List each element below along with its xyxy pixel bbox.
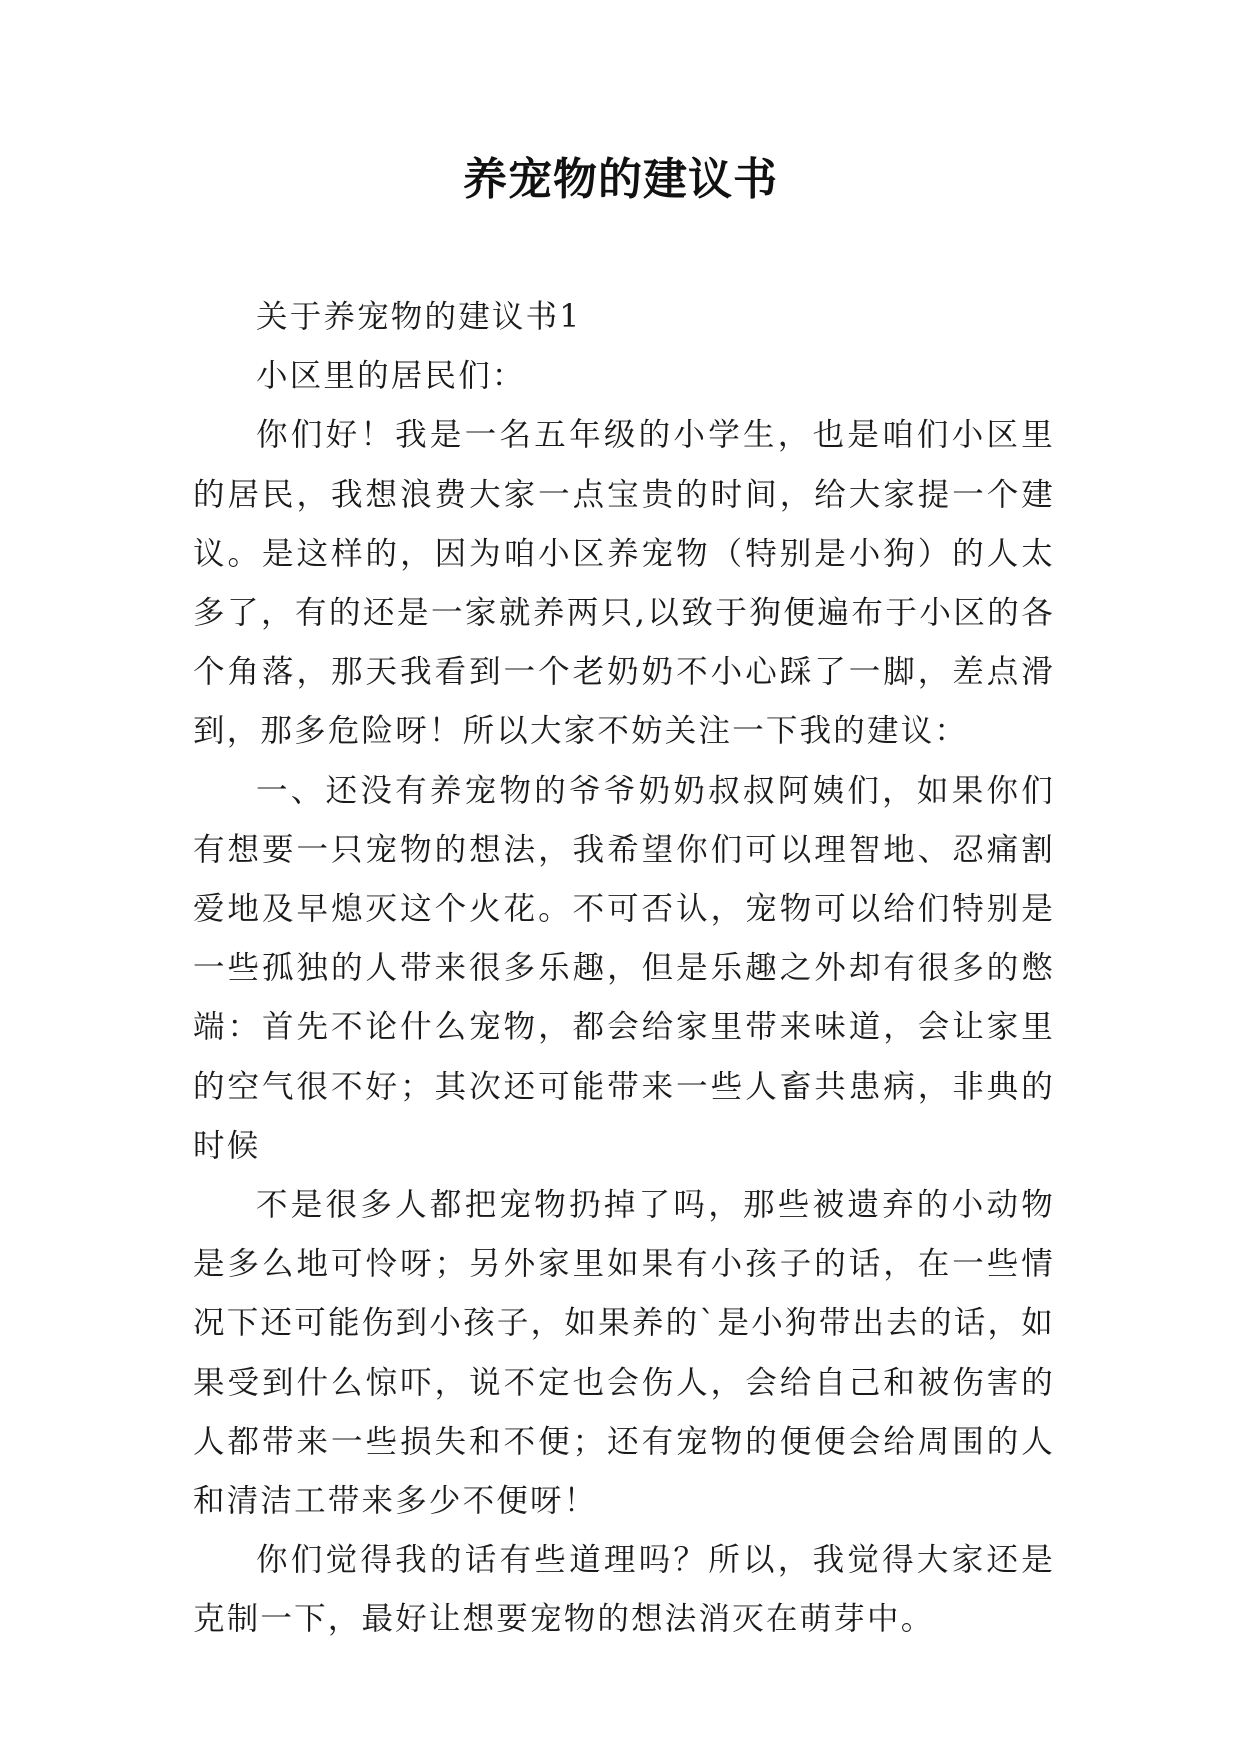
body-paragraph: 不是很多人都把宠物扔掉了吗，那些被遗弃的小动物是多么地可怜呀；另外家里如果有小孩子的话，在一些情况下还可能伤到小孩子，如果养的`是小狗带出去的话，如果受到什么惊吓，说不定也会伤人，会给自己和被伤害的人都带来一些损失和不便；还有宠物的便便会给周围的人和清洁工带来多少不便呀！ [193,1187,1055,1520]
document-title: 养宠物的建议书 [463,154,778,205]
body-paragraph: 你们觉得我的话有些道理吗？所以，我觉得大家还是克制一下，最好让想要宠物的想法消灭在萌芽中。 [193,1542,1055,1638]
document-body [193,288,1055,1650]
body-paragraph: 一、还没有养宠物的爷爷奶奶叔叔阿姨们，如果你们有想要一只宠物的想法，我希望你们可以理智地、忍痛割爱地及早熄灭这个火花。不可否认，宠物可以给们特别是一些孤独的人带来很多乐趣，但是乐趣之外却有很多的憋端：首先不论什么宠物，都会给家里带来味道，会让家里的空气很不好；其次还可能带来一些人畜共患病，非典的时候 [193,772,1055,1164]
salutation: 小区里的居民们： [256,358,526,395]
body-paragraph: 你们好！我是一名五年级的小学生，也是咱们小区里的居民，我想浪费大家一点宝贵的时间，给大家提一个建议。是这样的，因为咱小区养宠物（特别是小狗）的人太多了，有的还是一家就养两只,以致于狗便遍布于小区的各个角落，那天我看到一个老奶奶不小心踩了一脚，差点滑到，那多危险呀！所以大家不妨关注一下我的建议： [193,417,1055,750]
section-heading: 关于养宠物的建议书1 [256,299,582,335]
